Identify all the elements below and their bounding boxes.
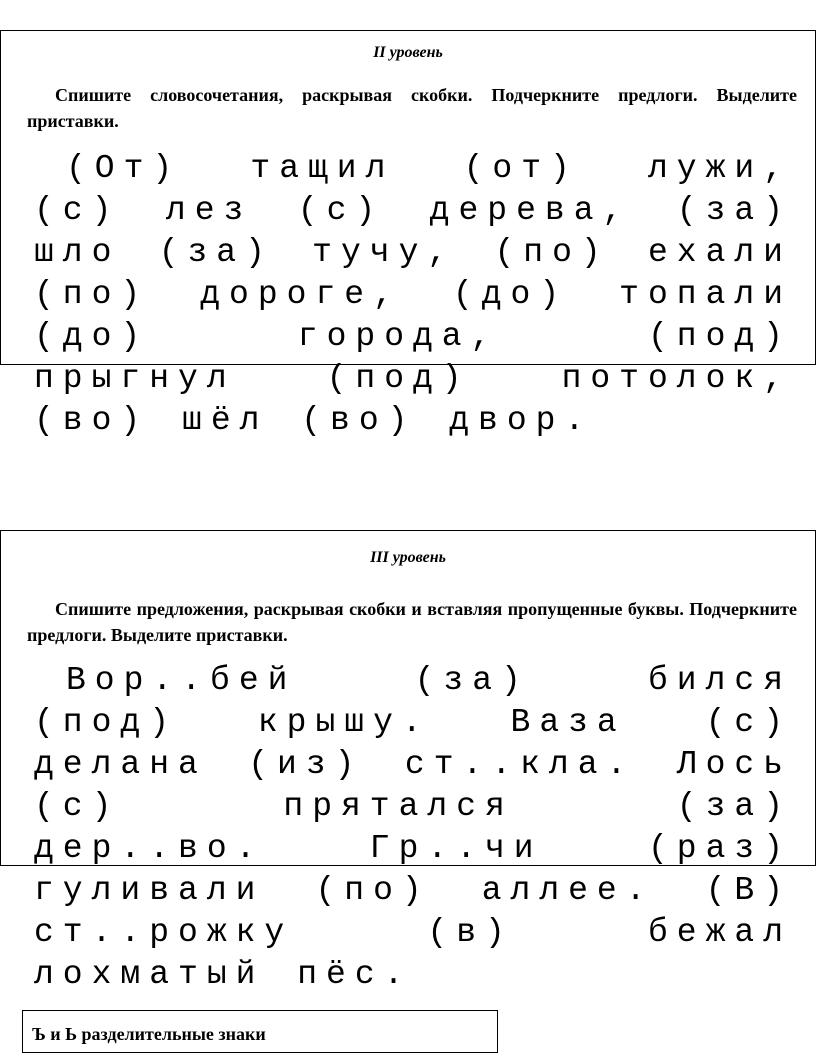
- level-3-instruction: Спишите предложения, раскрывая скобки и вставляя пропущенные буквы. Подчеркните предлоги. Выделите приставки.: [27, 599, 797, 645]
- level-2-heading: II уровень: [373, 44, 443, 61]
- next-topic-heading: Ъ и Ь разделительные знаки: [32, 1024, 266, 1044]
- level-3-exercise-text: Вор..бей (за) бился (под) крышу. Ваза (с) делана (из) ст..кла. Лось (с) прятался (за) дер..во. Гр..чи (раз) гуливали (по) аллее. (В) ст..рожку (в) бежал лохматый пёс.: [34, 662, 792, 993]
- level-3-heading: III уровень: [370, 549, 446, 566]
- level-2-exercise-text: (От) тащил (от) лужи, (с) лез (с) дерева, (за) шло (за) тучу, (по) ехали (по) дороге, (до) топали (до) города, (под) прыгнул (под) потолок, (во) шёл (во) двор.: [34, 150, 792, 439]
- level-2-instruction: Спишите словосочетания, раскрывая скобки. Подчеркните предлоги. Выделите приставки.: [27, 85, 797, 131]
